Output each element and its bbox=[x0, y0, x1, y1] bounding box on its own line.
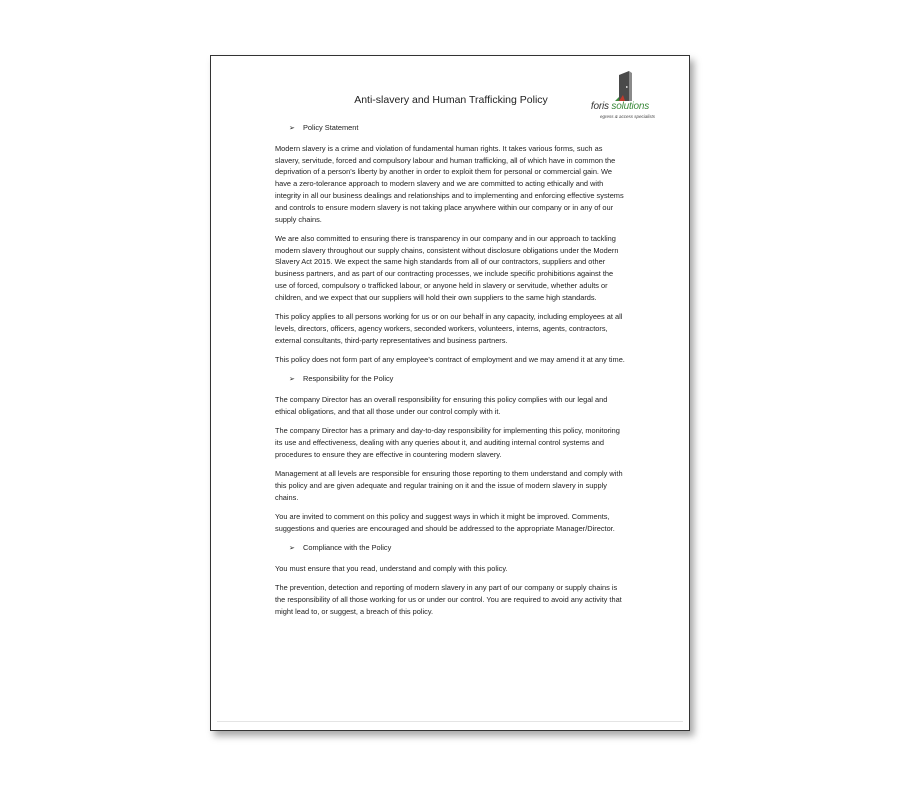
paragraph: This policy does not form part of any employee’s contract of employment and we may amend it at any time. bbox=[275, 355, 625, 365]
paragraph: Modern slavery is a crime and violation of fundamental human rights. It takes various forms, such as slavery, servitude, forced and compulsory labour and human trafficking, all of which have in common the deprivation of a person’s liberty by another in order to exploit them for personal or commercial gain. We have a zero-tolerance approach to modern slavery and we are committed to acting ethically and with integrity in all our business dealings and relationships and to implementing and enforcing effective systems and controls to ensure modern slavery is not taking place anywhere within our company or in any of our supply chains. bbox=[275, 143, 624, 224]
paragraph: You are invited to comment on this policy and suggest ways in which it might be improved. Comments, suggestions and queries are encouraged and should be addressed to the appropriate Manager/Director. bbox=[275, 512, 615, 533]
paragraph: Management at all levels are responsible for ensuring those reporting to them understand and comply with this policy and are given adequate and regular training on it and the issue of modern slavery in supply chains. bbox=[275, 469, 623, 502]
paragraph: The company Director has a primary and day-to-day responsibility for implementing this policy, monitoring its use and effectiveness, dealing with any queries about it, and auditing internal control systems and procedures to ensure they are effective in countering modern slavery. bbox=[275, 426, 620, 459]
arrow-bullet-icon: ➢ bbox=[289, 376, 295, 384]
paragraph: The company Director has an overall responsibility for ensuring this policy complies with our legal and ethical obligations, and that all those under our control comply with it. bbox=[275, 395, 608, 416]
section-heading-policy-statement: ➢ Policy Statement bbox=[275, 122, 625, 135]
logo-tagline: egress & access specialists bbox=[599, 114, 655, 119]
section-heading-responsibility: ➢ Responsibility for the Policy bbox=[275, 373, 625, 386]
door-logo-icon bbox=[615, 71, 635, 103]
paragraph: The prevention, detection and reporting of modern slavery in any part of our company or supply chains is the responsibility of all those working for us or under our control. You are required to avoid any activity that might lead to, or suggest, a breach of this policy. bbox=[275, 583, 622, 616]
paragraph: We are also committed to ensuring there is transparency in our company and in our approach to tackling modern slavery throughout our supply chains, consistent without disclosure obligations under the Modern Slavery Act 2015. We expect the same high standards from all of our contractors, suppliers and other business partners, and as part of our contracting processes, we include specific prohibitions against the use of forced, compulsory o trafficked labour, or anyone held in slavery or servitude, whether adults or children, and we expect that our suppliers will hold their own suppliers to the same high standards. bbox=[275, 233, 619, 302]
logo-name-part2: solutions bbox=[611, 101, 650, 112]
paragraph: This policy applies to all persons working for us or on our behalf in any capacity, including employees at all levels, directors, officers, agency workers, seconded workers, volunteers, interns, agents, contractors, external consultants, third-party representatives and business partners. bbox=[275, 312, 623, 345]
paragraph: You must ensure that you read, understand and comply with this policy. bbox=[275, 563, 508, 573]
document-body bbox=[275, 122, 625, 625]
logo-wordmark bbox=[585, 101, 655, 112]
logo-name-part1: foris bbox=[590, 101, 612, 112]
section-heading-compliance: ➢ Compliance with the Policy bbox=[275, 542, 625, 555]
document-page bbox=[210, 55, 690, 731]
arrow-bullet-icon: ➢ bbox=[289, 545, 295, 553]
arrow-bullet-icon: ➢ bbox=[289, 125, 295, 132]
page-footer-line bbox=[217, 721, 683, 722]
company-logo bbox=[585, 71, 665, 121]
document-title: Anti-slavery and Human Trafficking Policy bbox=[354, 94, 548, 106]
